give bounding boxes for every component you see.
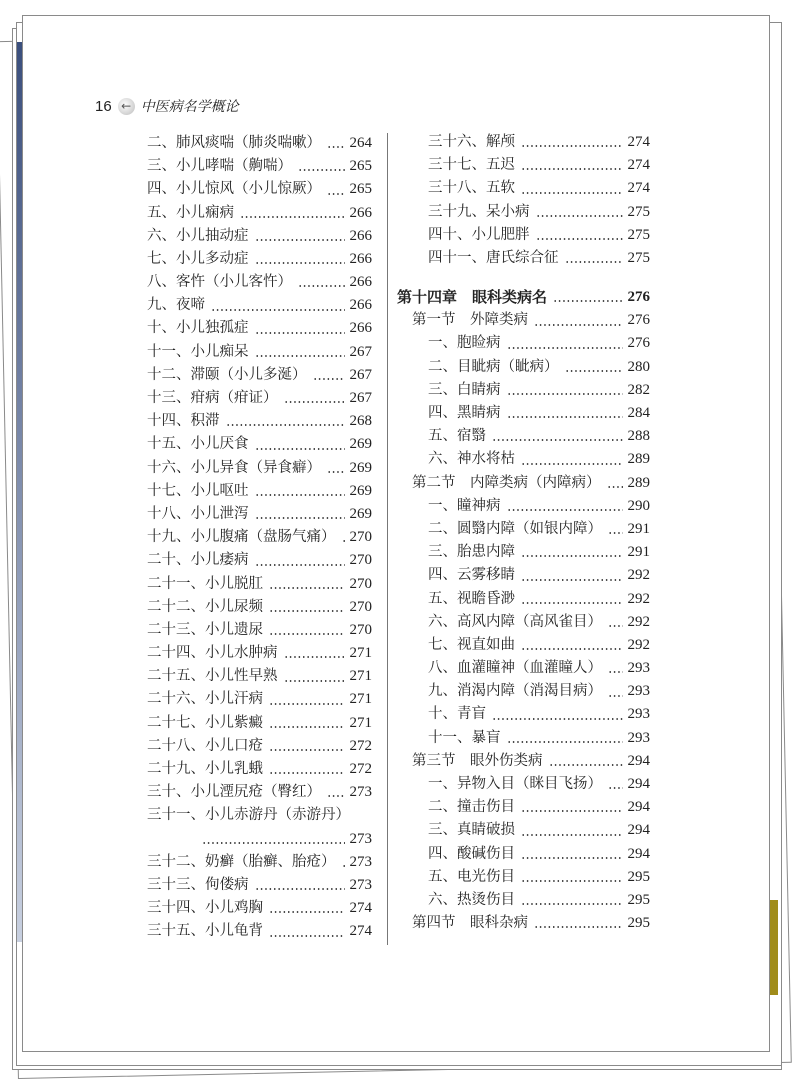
toc-entry-page: 294	[627, 799, 650, 816]
toc-entry-label: 三、白睛病	[428, 381, 501, 398]
leader-dots	[269, 633, 345, 635]
toc-entry[interactable]	[147, 920, 372, 943]
toc-entry-label: 十二、滞颐（小儿多涎）	[147, 366, 307, 383]
toc-entry-page: 265	[349, 181, 372, 198]
toc-entry-page: 275	[627, 203, 650, 220]
toc-entry[interactable]	[397, 356, 650, 379]
leader-dots	[507, 347, 623, 349]
toc-entry[interactable]	[397, 472, 650, 495]
toc-entry-label: 五、电光伤目	[428, 868, 515, 885]
toc-entry-page: 271	[349, 668, 372, 685]
leader-dots	[327, 471, 345, 473]
toc-entry-label: 三十六、解颅	[428, 133, 515, 150]
leader-dots	[492, 439, 623, 441]
leader-dots	[211, 309, 345, 311]
toc-entry[interactable]	[397, 564, 650, 587]
leader-dots	[327, 146, 345, 148]
toc-entry-label: 三十七、五迟	[428, 157, 515, 174]
toc-entry[interactable]	[397, 131, 650, 154]
toc-entry-label: 十三、疳病（疳证）	[147, 390, 278, 407]
leader-dots	[284, 401, 345, 403]
toc-entry-page: 269	[349, 482, 372, 499]
toc-entry-page: 270	[349, 598, 372, 615]
toc-entry-label: 二十三、小儿遗尿	[147, 621, 263, 638]
toc-entry-label: 四十一、唐氏综合征	[428, 249, 559, 266]
toc-entry-label: 三十三、佝偻病	[147, 876, 249, 893]
leader-dots	[549, 764, 623, 766]
toc-entry[interactable]	[147, 526, 372, 549]
leader-dots	[608, 671, 623, 673]
leader-dots	[240, 216, 345, 218]
toc-entry-page: 273	[349, 853, 372, 870]
toc-entry-page: 268	[349, 413, 372, 430]
toc-entry-page: 276	[627, 312, 650, 329]
leader-dots	[313, 378, 345, 380]
toc-entry-page: 289	[627, 451, 650, 468]
toc-entry-page: 269	[349, 436, 372, 453]
leader-dots	[255, 888, 345, 890]
leader-dots	[269, 935, 345, 937]
toc-entry-label: 三、胎患内障	[428, 544, 515, 561]
toc-entry-label: 九、消渴内障（消渴目病）	[428, 683, 602, 700]
toc-entry-label: 三十四、小儿鸡胸	[147, 900, 263, 917]
back-arrow-icon: ←	[118, 98, 135, 115]
toc-entry-label: 十六、小儿异食（异食癖）	[147, 459, 321, 476]
toc-entry-page: 266	[349, 250, 372, 267]
toc-entry[interactable]	[147, 689, 372, 712]
book-page	[22, 15, 770, 1052]
toc-entry[interactable]	[397, 201, 650, 224]
leader-dots	[608, 532, 623, 534]
toc-entry-page: 294	[627, 776, 650, 793]
leader-dots	[608, 625, 623, 627]
leader-dots	[269, 610, 345, 612]
toc-entry[interactable]	[147, 225, 372, 248]
toc-entry[interactable]	[147, 387, 372, 410]
toc-entry-label: 十七、小儿呕吐	[147, 482, 249, 499]
toc-entry[interactable]	[397, 657, 650, 680]
toc-entry-label: 三十八、五软	[428, 180, 515, 197]
toc-entry-label: 二十六、小儿汗病	[147, 691, 263, 708]
toc-entry-label: 一、瞳神病	[428, 497, 501, 514]
toc-entry[interactable]	[397, 634, 650, 657]
toc-entry-label: 三十、小儿湮尻疮（臀红）	[147, 784, 321, 801]
page-number: 16	[95, 97, 112, 115]
toc-entry-page: 292	[627, 567, 650, 584]
toc-entry-page: 295	[627, 868, 650, 885]
toc-entry[interactable]	[397, 309, 650, 332]
toc-entry[interactable]	[397, 402, 650, 425]
toc-entry-page: 273	[349, 830, 372, 847]
toc-entry[interactable]	[147, 619, 372, 642]
toc-right-column	[397, 131, 650, 935]
toc-entry-page: 276	[627, 289, 650, 306]
toc-entry[interactable]	[147, 155, 372, 178]
toc-entry-label: 七、小儿多动症	[147, 250, 249, 267]
toc-entry[interactable]	[147, 735, 372, 758]
toc-entry-label: 第十四章 眼科类病名	[397, 288, 548, 307]
leader-dots	[521, 602, 623, 604]
leader-dots	[521, 857, 623, 859]
toc-entry-page: 284	[627, 405, 650, 422]
leader-dots	[521, 145, 623, 147]
toc-entry-page: 294	[627, 822, 650, 839]
toc-entry[interactable]	[147, 248, 372, 271]
toc-entry-label: 二十九、小儿乳蛾	[147, 761, 263, 778]
toc-left-column	[147, 132, 372, 944]
toc-entry[interactable]	[147, 781, 372, 804]
leader-dots	[521, 880, 623, 882]
toc-entry-label: 二十七、小儿紫癜	[147, 714, 263, 731]
leader-dots	[327, 795, 345, 797]
toc-entry-label: 二十八、小儿口疮	[147, 737, 263, 754]
toc-entry-page: 265	[349, 158, 372, 175]
leader-dots	[255, 564, 345, 566]
leader-dots	[536, 215, 623, 217]
toc-entry-label: 十九、小儿腹痛（盘肠气痛）	[147, 529, 336, 546]
toc-entry[interactable]	[147, 642, 372, 665]
leader-dots	[255, 355, 345, 357]
toc-entry[interactable]	[147, 480, 372, 503]
toc-entry-label: 四、小儿惊风（小儿惊厥）	[147, 181, 321, 198]
toc-entry-page: 271	[349, 645, 372, 662]
toc-entry-page: 266	[349, 274, 372, 291]
toc-entry-label: 一、胞睑病	[428, 335, 501, 352]
leader-dots	[521, 834, 623, 836]
toc-entry-label: 三、真睛破损	[428, 822, 515, 839]
toc-entry-label: 十、青盲	[428, 706, 486, 723]
leader-dots	[202, 842, 345, 844]
toc-entry-label: 二、圆翳内障（如银内障）	[428, 520, 602, 537]
toc-entry-page: 294	[627, 845, 650, 862]
toc-entry[interactable]	[397, 588, 650, 611]
toc-entry-page: 289	[627, 474, 650, 491]
toc-entry[interactable]	[147, 712, 372, 735]
leader-dots	[255, 494, 345, 496]
toc-entry[interactable]	[397, 866, 650, 889]
toc-entry-label: 三十五、小儿龟背	[147, 923, 263, 940]
toc-entry[interactable]	[397, 224, 650, 247]
leader-dots	[534, 926, 623, 928]
toc-entry-label: 六、小儿抽动症	[147, 227, 249, 244]
toc-entry-label: 十八、小儿泄泻	[147, 505, 249, 522]
leader-dots	[269, 703, 345, 705]
leader-dots	[608, 695, 623, 697]
toc-entry-page: 293	[627, 683, 650, 700]
leader-dots	[255, 332, 345, 334]
leader-dots	[521, 579, 623, 581]
toc-entry-page: 295	[627, 891, 650, 908]
toc-entry-label: 十一、暴盲	[428, 729, 501, 746]
running-header	[95, 96, 239, 116]
toc-entry[interactable]	[147, 851, 372, 874]
toc-entry[interactable]	[147, 503, 372, 526]
toc-entry-label: 十一、小儿痴呆	[147, 343, 249, 360]
toc-entry-page: 266	[349, 227, 372, 244]
toc-entry-label: 二十二、小儿尿频	[147, 598, 263, 615]
toc-entry[interactable]	[397, 541, 650, 564]
leader-dots	[521, 555, 623, 557]
toc-entry[interactable]	[147, 573, 372, 596]
leader-dots	[507, 393, 623, 395]
toc-entry[interactable]	[397, 680, 650, 703]
toc-entry-page: 270	[349, 529, 372, 546]
toc-entry-label: 二十五、小儿性早熟	[147, 668, 278, 685]
toc-entry-label: 五、视瞻昏渺	[428, 590, 515, 607]
toc-entry[interactable]	[397, 379, 650, 402]
toc-entry[interactable]	[147, 410, 372, 433]
leader-dots	[255, 239, 345, 241]
toc-entry-label: 二、目眦病（眦病）	[428, 358, 559, 375]
toc-entry-label: 第四节 眼科杂病	[412, 915, 528, 932]
toc-entry-page: 272	[349, 761, 372, 778]
toc-entry-page: 272	[349, 737, 372, 754]
leader-dots	[284, 680, 345, 682]
toc-entry-label: 四、酸碱伤目	[428, 845, 515, 862]
leader-dots	[298, 285, 345, 287]
column-divider	[387, 133, 388, 945]
toc-entry-label: 二十四、小儿水肿病	[147, 645, 278, 662]
toc-entry-page: 275	[627, 226, 650, 243]
leader-dots	[269, 587, 345, 589]
toc-entry[interactable]	[147, 549, 372, 572]
leader-dots	[255, 517, 345, 519]
toc-entry-label: 六、高风内障（高风雀目）	[428, 613, 602, 630]
leader-dots	[536, 238, 623, 240]
toc-entry-page: 273	[349, 784, 372, 801]
toc-entry[interactable]	[397, 425, 650, 448]
toc-entry-page: 270	[349, 621, 372, 638]
leader-dots	[269, 772, 345, 774]
toc-entry[interactable]	[397, 611, 650, 634]
toc-entry-page: 291	[627, 544, 650, 561]
toc-entry-page: 267	[349, 366, 372, 383]
leader-dots	[565, 261, 623, 263]
toc-entry[interactable]	[397, 286, 650, 309]
toc-entry-page: 264	[349, 134, 372, 151]
toc-entry-page: 274	[627, 133, 650, 150]
leader-dots	[565, 370, 623, 372]
leader-dots	[507, 509, 623, 511]
leader-dots	[269, 749, 345, 751]
toc-entry[interactable]	[147, 457, 372, 480]
toc-entry-page: 294	[627, 752, 650, 769]
toc-entry[interactable]	[397, 773, 650, 796]
toc-entry[interactable]	[397, 796, 650, 819]
toc-entry-label: 十、小儿独孤症	[147, 320, 249, 337]
toc-entry-page: 266	[349, 297, 372, 314]
toc-entry-page: 266	[349, 204, 372, 221]
toc-entry-page: 270	[349, 575, 372, 592]
toc-entry-label: 二十、小儿痿病	[147, 552, 249, 569]
toc-entry-label: 三十一、小儿赤游丹（赤游丹）	[147, 807, 350, 824]
toc-entry[interactable]	[397, 154, 650, 177]
toc-entry-label: 八、客忤（小儿客忤）	[147, 274, 292, 291]
toc-entry[interactable]	[147, 804, 372, 827]
leader-dots	[269, 726, 345, 728]
toc-entry-page: 293	[627, 706, 650, 723]
toc-entry[interactable]	[147, 294, 372, 317]
toc-entry[interactable]	[397, 819, 650, 842]
toc-entry-label: 四、黑睛病	[428, 405, 501, 422]
leader-dots	[226, 424, 345, 426]
toc-entry-label: 六、神水将枯	[428, 451, 515, 468]
toc-entry[interactable]	[397, 333, 650, 356]
toc-entry-label: 二、撞击伤目	[428, 799, 515, 816]
toc-entry[interactable]	[397, 889, 650, 912]
toc-entry-page: 274	[349, 900, 372, 917]
toc-entry[interactable]	[147, 828, 372, 851]
toc-entry[interactable]	[397, 843, 650, 866]
toc-entry[interactable]	[397, 448, 650, 471]
toc-entry[interactable]	[147, 341, 372, 364]
leader-dots	[507, 416, 623, 418]
toc-entry-label: 三十二、奶癣（胎癣、胎疮）	[147, 853, 336, 870]
toc-entry-page: 292	[627, 636, 650, 653]
leader-dots	[553, 300, 622, 302]
leader-dots	[342, 540, 345, 542]
toc-entry[interactable]	[397, 247, 650, 270]
toc-entry-page: 280	[627, 358, 650, 375]
toc-entry-label: 第一节 外障类病	[412, 312, 528, 329]
leader-dots	[521, 463, 623, 465]
toc-entry-label: 第三节 眼外伤类病	[412, 752, 543, 769]
toc-entry-label: 七、视直如曲	[428, 636, 515, 653]
toc-entry-page: 295	[627, 915, 650, 932]
toc-entry[interactable]	[397, 704, 650, 727]
toc-entry[interactable]	[147, 202, 372, 225]
leader-dots	[269, 911, 345, 913]
toc-entry-page: 290	[627, 497, 650, 514]
toc-entry-page: 266	[349, 320, 372, 337]
toc-entry[interactable]	[147, 364, 372, 387]
toc-entry-page: 267	[349, 343, 372, 360]
toc-entry[interactable]	[397, 518, 650, 541]
cover-edge-gold	[770, 900, 778, 995]
leader-dots	[521, 810, 623, 812]
book-title: 中医病名学概论	[140, 99, 239, 115]
toc-entry-page: 274	[627, 180, 650, 197]
leader-dots	[534, 324, 623, 326]
toc-entry-page: 267	[349, 390, 372, 407]
toc-entry[interactable]	[147, 178, 372, 201]
toc-entry-label: 十五、小儿厌食	[147, 436, 249, 453]
toc-entry-label: 八、血灌瞳神（血灌瞳人）	[428, 660, 602, 677]
toc-entry-page: 288	[627, 428, 650, 445]
leader-dots	[507, 741, 623, 743]
toc-entry-page: 293	[627, 729, 650, 746]
leader-dots	[298, 169, 345, 171]
leader-dots	[327, 193, 345, 195]
leader-dots	[284, 656, 345, 658]
toc-entry-page: 275	[627, 249, 650, 266]
toc-entry-page: 274	[349, 923, 372, 940]
toc-entry[interactable]	[147, 897, 372, 920]
toc-entry-label: 第二节 内障类病（内障病）	[412, 474, 601, 491]
toc-entry-label: 一、异物入目（眯目飞扬）	[428, 776, 602, 793]
toc-entry-label: 四、云雾移睛	[428, 567, 515, 584]
leader-dots	[608, 787, 623, 789]
toc-entry[interactable]	[147, 758, 372, 781]
leader-dots	[521, 903, 623, 905]
leader-dots	[521, 192, 623, 194]
leader-dots	[255, 262, 345, 264]
toc-entry[interactable]	[397, 750, 650, 773]
toc-entry-label: 五、宿翳	[428, 428, 486, 445]
toc-entry-label: 二、肺风痰喘（肺炎喘嗽）	[147, 134, 321, 151]
toc-entry-page: 293	[627, 660, 650, 677]
leader-dots	[521, 168, 623, 170]
toc-entry[interactable]	[147, 433, 372, 456]
toc-entry[interactable]	[397, 912, 650, 935]
toc-entry-label: 五、小儿痫病	[147, 204, 234, 221]
toc-entry-label: 二十一、小儿脱肛	[147, 575, 263, 592]
toc-entry[interactable]	[147, 318, 372, 341]
toc-entry-label: 九、夜啼	[147, 297, 205, 314]
leader-dots	[255, 448, 345, 450]
toc-entry[interactable]	[147, 596, 372, 619]
toc-entry-page: 273	[349, 876, 372, 893]
toc-entry[interactable]	[397, 495, 650, 518]
toc-entry[interactable]	[147, 132, 372, 155]
toc-entry-page: 271	[349, 714, 372, 731]
toc-entry[interactable]	[147, 271, 372, 294]
toc-entry-page: 292	[627, 613, 650, 630]
toc-entry[interactable]	[147, 874, 372, 897]
toc-entry-page: 274	[627, 157, 650, 174]
leader-dots	[492, 718, 623, 720]
leader-dots	[521, 648, 623, 650]
toc-entry[interactable]	[397, 177, 650, 200]
toc-entry-label: 三、小儿哮喘（齁喘）	[147, 158, 292, 175]
toc-entry-page: 269	[349, 505, 372, 522]
toc-entry-label: 六、热烫伤目	[428, 891, 515, 908]
toc-entry-page: 269	[349, 459, 372, 476]
leader-dots	[342, 865, 345, 867]
toc-entry[interactable]	[147, 665, 372, 688]
toc-entry-page: 292	[627, 590, 650, 607]
toc-entry-page: 270	[349, 552, 372, 569]
toc-entry[interactable]	[397, 727, 650, 750]
leader-dots	[607, 486, 623, 488]
toc-entry-page: 276	[627, 335, 650, 352]
toc-entry-page: 291	[627, 520, 650, 537]
toc-entry-label: 四十、小儿肥胖	[428, 226, 530, 243]
toc-entry-label: 十四、积滞	[147, 413, 220, 430]
toc-entry-page: 271	[349, 691, 372, 708]
toc-entry-label: 三十九、呆小病	[428, 203, 530, 220]
toc-entry-page: 282	[627, 381, 650, 398]
